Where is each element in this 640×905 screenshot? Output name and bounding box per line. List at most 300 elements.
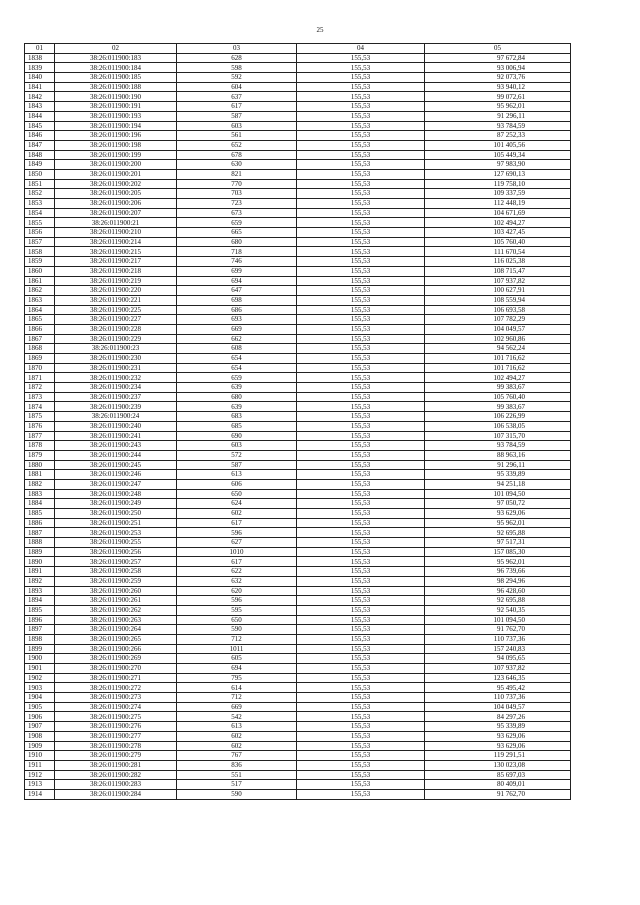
cadastral-number-cell: 38:26:011900:258 (55, 567, 177, 577)
table-row (25, 693, 571, 703)
cadastral-value-cell: 93 784,59 (425, 121, 571, 131)
row-number-cell: 1848 (25, 150, 55, 160)
column-header-05: 05 (425, 44, 571, 54)
area-cell: 617 (177, 518, 297, 528)
cadastral-value-cell: 109 337,59 (425, 189, 571, 199)
unit-rate-cell: 155,53 (297, 586, 425, 596)
area-cell: 1010 (177, 547, 297, 557)
table-row (25, 625, 571, 635)
cadastral-number-cell: 38:26:011900:272 (55, 683, 177, 693)
row-number-cell: 1893 (25, 586, 55, 596)
cadastral-number-cell: 38:26:011900:247 (55, 479, 177, 489)
cadastral-number-cell: 38:26:011900:256 (55, 547, 177, 557)
table-row (25, 208, 571, 218)
unit-rate-cell: 155,53 (297, 266, 425, 276)
cadastral-value-cell: 111 670,54 (425, 247, 571, 257)
row-number-cell: 1839 (25, 63, 55, 73)
cadastral-value-cell: 99 383,67 (425, 383, 571, 393)
cadastral-value-cell: 99 383,67 (425, 402, 571, 412)
area-cell: 590 (177, 789, 297, 799)
area-cell: 680 (177, 237, 297, 247)
cadastral-value-cell: 157 240,83 (425, 644, 571, 654)
unit-rate-cell: 155,53 (297, 324, 425, 334)
table-row (25, 237, 571, 247)
row-number-cell: 1859 (25, 257, 55, 267)
row-number-cell: 1868 (25, 344, 55, 354)
table-row (25, 489, 571, 499)
cadastral-number-cell: 38:26:011900:220 (55, 286, 177, 296)
unit-rate-cell: 155,53 (297, 150, 425, 160)
unit-rate-cell: 155,53 (297, 470, 425, 480)
table-row (25, 344, 571, 354)
table-row (25, 664, 571, 674)
row-number-cell: 1909 (25, 741, 55, 751)
row-number-cell: 1857 (25, 237, 55, 247)
cadastral-number-cell: 38:26:011900:229 (55, 334, 177, 344)
table-row (25, 751, 571, 761)
unit-rate-cell: 155,53 (297, 363, 425, 373)
cadastral-value-cell: 116 025,38 (425, 257, 571, 267)
cadastral-number-cell: 38:26:011900:265 (55, 634, 177, 644)
cadastral-number-cell: 38:26:011900:274 (55, 702, 177, 712)
area-cell: 678 (177, 150, 297, 160)
row-number-cell: 1894 (25, 596, 55, 606)
area-cell: 685 (177, 421, 297, 431)
row-number-cell: 1890 (25, 557, 55, 567)
cadastral-number-cell: 38:26:011900:217 (55, 257, 177, 267)
cadastral-value-cell: 95 339,89 (425, 722, 571, 732)
area-cell: 694 (177, 276, 297, 286)
row-number-cell: 1908 (25, 731, 55, 741)
cadastral-number-cell: 38:26:011900:202 (55, 179, 177, 189)
cadastral-number-cell: 38:26:011900:245 (55, 460, 177, 470)
area-cell: 602 (177, 741, 297, 751)
cadastral-value-cell: 93 006,94 (425, 63, 571, 73)
cadastral-value-cell: 96 428,60 (425, 586, 571, 596)
unit-rate-cell: 155,53 (297, 499, 425, 509)
cadastral-number-cell: 38:26:011900:261 (55, 596, 177, 606)
cadastral-value-cell: 107 937,82 (425, 276, 571, 286)
cadastral-value-cell: 127 690,13 (425, 169, 571, 179)
cadastral-value-cell: 100 627,91 (425, 286, 571, 296)
area-cell: 683 (177, 412, 297, 422)
cadastral-number-cell: 38:26:011900:198 (55, 140, 177, 150)
row-number-cell: 1899 (25, 644, 55, 654)
cadastral-value-cell: 95 962,01 (425, 518, 571, 528)
cadastral-number-cell: 38:26:011900:264 (55, 625, 177, 635)
area-cell: 602 (177, 509, 297, 519)
cadastral-number-cell: 38:26:011900:199 (55, 150, 177, 160)
table-row (25, 431, 571, 441)
row-number-cell: 1871 (25, 373, 55, 383)
cadastral-value-cell: 95 339,89 (425, 470, 571, 480)
area-cell: 770 (177, 179, 297, 189)
cadastral-value-cell: 101 094,50 (425, 489, 571, 499)
table-row (25, 102, 571, 112)
cadastral-number-cell: 38:26:011900:270 (55, 664, 177, 674)
table-row (25, 402, 571, 412)
row-number-cell: 1897 (25, 625, 55, 635)
table-row (25, 383, 571, 393)
area-cell: 517 (177, 780, 297, 790)
table-row (25, 73, 571, 83)
cadastral-value-cell: 92 695,88 (425, 528, 571, 538)
table-row (25, 179, 571, 189)
table-row (25, 334, 571, 344)
cadastral-value-cell: 97 050,72 (425, 499, 571, 509)
table-row (25, 596, 571, 606)
cadastral-value-cell: 101 716,62 (425, 363, 571, 373)
cadastral-value-cell: 93 940,12 (425, 82, 571, 92)
unit-rate-cell: 155,53 (297, 121, 425, 131)
row-number-cell: 1862 (25, 286, 55, 296)
row-number-cell: 1874 (25, 402, 55, 412)
table-row (25, 160, 571, 170)
area-cell: 628 (177, 53, 297, 63)
cadastral-number-cell: 38:26:011900:207 (55, 208, 177, 218)
table-row (25, 82, 571, 92)
cadastral-value-cell: 102 494,27 (425, 373, 571, 383)
cadastral-value-cell: 93 629,06 (425, 509, 571, 519)
row-number-cell: 1861 (25, 276, 55, 286)
unit-rate-cell: 155,53 (297, 140, 425, 150)
cadastral-number-cell: 38:26:011900:260 (55, 586, 177, 596)
table-row (25, 441, 571, 451)
unit-rate-cell: 155,53 (297, 257, 425, 267)
row-number-cell: 1895 (25, 605, 55, 615)
table-row (25, 131, 571, 141)
row-number-cell: 1866 (25, 324, 55, 334)
area-cell: 669 (177, 702, 297, 712)
row-number-cell: 1841 (25, 82, 55, 92)
table-row (25, 315, 571, 325)
table-header-row (25, 44, 571, 54)
area-cell: 686 (177, 305, 297, 315)
cadastral-value-cell: 95 962,01 (425, 102, 571, 112)
row-number-cell: 1840 (25, 73, 55, 83)
row-number-cell: 1873 (25, 392, 55, 402)
area-cell: 698 (177, 295, 297, 305)
cadastral-value-cell: 99 072,61 (425, 92, 571, 102)
cadastral-value-cell: 87 252,33 (425, 131, 571, 141)
cadastral-value-cell: 104 671,69 (425, 208, 571, 218)
cadastral-value-cell: 106 538,05 (425, 421, 571, 431)
unit-rate-cell: 155,53 (297, 247, 425, 257)
cadastral-value-cell: 110 737,36 (425, 693, 571, 703)
cadastral-number-cell: 38:26:011900:184 (55, 63, 177, 73)
cadastral-number-cell: 38:26:011900:210 (55, 228, 177, 238)
cadastral-number-cell: 38:26:011900:193 (55, 111, 177, 121)
unit-rate-cell: 155,53 (297, 208, 425, 218)
table-row (25, 189, 571, 199)
cadastral-number-cell: 38:26:011900:259 (55, 576, 177, 586)
unit-rate-cell: 155,53 (297, 53, 425, 63)
table-row (25, 673, 571, 683)
area-cell: 632 (177, 576, 297, 586)
unit-rate-cell: 155,53 (297, 315, 425, 325)
row-number-cell: 1905 (25, 702, 55, 712)
table-row (25, 499, 571, 509)
cadastral-number-cell: 38:26:011900:251 (55, 518, 177, 528)
area-cell: 723 (177, 199, 297, 209)
area-cell: 617 (177, 557, 297, 567)
unit-rate-cell: 155,53 (297, 722, 425, 732)
cadastral-number-cell: 38:26:011900:266 (55, 644, 177, 654)
table-row (25, 780, 571, 790)
unit-rate-cell: 155,53 (297, 702, 425, 712)
table-row (25, 53, 571, 63)
unit-rate-cell: 155,53 (297, 576, 425, 586)
row-number-cell: 1887 (25, 528, 55, 538)
table-row (25, 63, 571, 73)
cadastral-value-table (24, 43, 571, 800)
row-number-cell: 1904 (25, 693, 55, 703)
column-header-02: 02 (55, 44, 177, 54)
row-number-cell: 1870 (25, 363, 55, 373)
unit-rate-cell: 155,53 (297, 605, 425, 615)
cadastral-number-cell: 38:26:011900:201 (55, 169, 177, 179)
unit-rate-cell: 155,53 (297, 693, 425, 703)
table-row (25, 615, 571, 625)
table-body (25, 53, 571, 799)
cadastral-value-cell: 97 983,90 (425, 160, 571, 170)
unit-rate-cell: 155,53 (297, 528, 425, 538)
unit-rate-cell: 155,53 (297, 673, 425, 683)
row-number-cell: 1846 (25, 131, 55, 141)
unit-rate-cell: 155,53 (297, 199, 425, 209)
area-cell: 596 (177, 596, 297, 606)
area-cell: 590 (177, 625, 297, 635)
unit-rate-cell: 155,53 (297, 169, 425, 179)
unit-rate-cell: 155,53 (297, 460, 425, 470)
cadastral-value-cell: 93 629,06 (425, 741, 571, 751)
row-number-cell: 1882 (25, 479, 55, 489)
row-number-cell: 1858 (25, 247, 55, 257)
cadastral-number-cell: 38:26:011900:273 (55, 693, 177, 703)
cadastral-number-cell: 38:26:011900:237 (55, 392, 177, 402)
unit-rate-cell: 155,53 (297, 479, 425, 489)
cadastral-number-cell: 38:26:011900:277 (55, 731, 177, 741)
row-number-cell: 1907 (25, 722, 55, 732)
column-header-03: 03 (177, 44, 297, 54)
table-row (25, 654, 571, 664)
unit-rate-cell: 155,53 (297, 189, 425, 199)
unit-rate-cell: 155,53 (297, 450, 425, 460)
unit-rate-cell: 155,53 (297, 615, 425, 625)
area-cell: 587 (177, 460, 297, 470)
table-row (25, 150, 571, 160)
unit-rate-cell: 155,53 (297, 760, 425, 770)
table-row (25, 644, 571, 654)
area-cell: 654 (177, 354, 297, 364)
table-row (25, 528, 571, 538)
unit-rate-cell: 155,53 (297, 518, 425, 528)
area-cell: 572 (177, 450, 297, 460)
table-row (25, 421, 571, 431)
cadastral-number-cell: 38:26:011900:243 (55, 441, 177, 451)
row-number-cell: 1912 (25, 770, 55, 780)
area-cell: 795 (177, 673, 297, 683)
cadastral-value-cell: 84 297,26 (425, 712, 571, 722)
row-number-cell: 1898 (25, 634, 55, 644)
cadastral-value-cell: 91 762,70 (425, 625, 571, 635)
table-row (25, 741, 571, 751)
cadastral-value-cell: 107 937,82 (425, 664, 571, 674)
cadastral-value-cell: 102 494,27 (425, 218, 571, 228)
unit-rate-cell: 155,53 (297, 111, 425, 121)
unit-rate-cell: 155,53 (297, 82, 425, 92)
row-number-cell: 1880 (25, 460, 55, 470)
area-cell: 587 (177, 111, 297, 121)
row-number-cell: 1856 (25, 228, 55, 238)
cadastral-value-cell: 93 629,06 (425, 731, 571, 741)
cadastral-value-cell: 107 315,70 (425, 431, 571, 441)
table-row (25, 363, 571, 373)
row-number-cell: 1896 (25, 615, 55, 625)
row-number-cell: 1900 (25, 654, 55, 664)
cadastral-number-cell: 38:26:011900:183 (55, 53, 177, 63)
cadastral-value-cell: 94 562,24 (425, 344, 571, 354)
table-row (25, 547, 571, 557)
cadastral-value-cell: 108 559,94 (425, 295, 571, 305)
unit-rate-cell: 155,53 (297, 509, 425, 519)
unit-rate-cell: 155,53 (297, 218, 425, 228)
unit-rate-cell: 155,53 (297, 334, 425, 344)
area-cell: 606 (177, 479, 297, 489)
cadastral-number-cell: 38:26:011900:196 (55, 131, 177, 141)
unit-rate-cell: 155,53 (297, 421, 425, 431)
cadastral-value-cell: 105 760,40 (425, 392, 571, 402)
table-row (25, 412, 571, 422)
cadastral-number-cell: 38:26:011900:206 (55, 199, 177, 209)
area-cell: 767 (177, 751, 297, 761)
row-number-cell: 1838 (25, 53, 55, 63)
cadastral-number-cell: 38:26:011900:214 (55, 237, 177, 247)
unit-rate-cell: 155,53 (297, 489, 425, 499)
cadastral-value-cell: 157 085,30 (425, 547, 571, 557)
unit-rate-cell: 155,53 (297, 731, 425, 741)
cadastral-number-cell: 38:26:011900:221 (55, 295, 177, 305)
unit-rate-cell: 155,53 (297, 73, 425, 83)
cadastral-number-cell: 38:26:011900:191 (55, 102, 177, 112)
area-cell: 669 (177, 324, 297, 334)
unit-rate-cell: 155,53 (297, 538, 425, 548)
row-number-cell: 1851 (25, 179, 55, 189)
row-number-cell: 1869 (25, 354, 55, 364)
area-cell: 654 (177, 363, 297, 373)
unit-rate-cell: 155,53 (297, 741, 425, 751)
table-row (25, 760, 571, 770)
cadastral-value-cell: 92 695,88 (425, 596, 571, 606)
cadastral-value-cell: 105 449,34 (425, 150, 571, 160)
page-number: 25 (316, 26, 324, 34)
table-row (25, 557, 571, 567)
table-row (25, 789, 571, 799)
table-row (25, 305, 571, 315)
unit-rate-cell: 155,53 (297, 392, 425, 402)
cadastral-value-cell: 91 762,70 (425, 789, 571, 799)
cadastral-number-cell: 38:26:011900:23 (55, 344, 177, 354)
cadastral-value-cell: 104 049,57 (425, 324, 571, 334)
cadastral-value-cell: 95 495,42 (425, 683, 571, 693)
cadastral-value-cell: 91 296,11 (425, 460, 571, 470)
cadastral-value-cell: 110 737,36 (425, 634, 571, 644)
unit-rate-cell: 155,53 (297, 402, 425, 412)
cadastral-value-cell: 101 405,56 (425, 140, 571, 150)
cadastral-number-cell: 38:26:011900:275 (55, 712, 177, 722)
row-number-cell: 1906 (25, 712, 55, 722)
row-number-cell: 1845 (25, 121, 55, 131)
cadastral-value-cell: 88 963,16 (425, 450, 571, 460)
cadastral-value-cell: 97 517,31 (425, 538, 571, 548)
table-row (25, 247, 571, 257)
cadastral-value-cell: 91 296,11 (425, 111, 571, 121)
cadastral-number-cell: 38:26:011900:218 (55, 266, 177, 276)
area-cell: 652 (177, 140, 297, 150)
area-cell: 650 (177, 615, 297, 625)
row-number-cell: 1864 (25, 305, 55, 315)
area-cell: 627 (177, 538, 297, 548)
row-number-cell: 1911 (25, 760, 55, 770)
cadastral-number-cell: 38:26:011900:262 (55, 605, 177, 615)
area-cell: 673 (177, 208, 297, 218)
table-row (25, 479, 571, 489)
table-row (25, 731, 571, 741)
unit-rate-cell: 155,53 (297, 237, 425, 247)
area-cell: 602 (177, 731, 297, 741)
unit-rate-cell: 155,53 (297, 634, 425, 644)
area-cell: 617 (177, 102, 297, 112)
cadastral-number-cell: 38:26:011900:246 (55, 470, 177, 480)
cadastral-number-cell: 38:26:011900:185 (55, 73, 177, 83)
row-number-cell: 1842 (25, 92, 55, 102)
area-cell: 620 (177, 586, 297, 596)
table-row (25, 324, 571, 334)
unit-rate-cell: 155,53 (297, 547, 425, 557)
unit-rate-cell: 155,53 (297, 131, 425, 141)
row-number-cell: 1891 (25, 567, 55, 577)
area-cell: 639 (177, 383, 297, 393)
row-number-cell: 1876 (25, 421, 55, 431)
cadastral-value-cell: 94 095,65 (425, 654, 571, 664)
unit-rate-cell: 155,53 (297, 383, 425, 393)
row-number-cell: 1914 (25, 789, 55, 799)
cadastral-number-cell: 38:26:011900:253 (55, 528, 177, 538)
cadastral-number-cell: 38:26:011900:255 (55, 538, 177, 548)
table-row (25, 286, 571, 296)
cadastral-number-cell: 38:26:011900:241 (55, 431, 177, 441)
unit-rate-cell: 155,53 (297, 654, 425, 664)
cadastral-number-cell: 38:26:011900:231 (55, 363, 177, 373)
row-number-cell: 1872 (25, 383, 55, 393)
unit-rate-cell: 155,53 (297, 412, 425, 422)
area-cell: 603 (177, 121, 297, 131)
table-row (25, 257, 571, 267)
cadastral-value-cell: 101 094,50 (425, 615, 571, 625)
cadastral-value-cell: 94 251,18 (425, 479, 571, 489)
cadastral-value-cell: 108 715,47 (425, 266, 571, 276)
table-row (25, 111, 571, 121)
unit-rate-cell: 155,53 (297, 354, 425, 364)
area-cell: 694 (177, 664, 297, 674)
unit-rate-cell: 155,53 (297, 751, 425, 761)
cadastral-value-cell: 107 782,29 (425, 315, 571, 325)
table-row (25, 634, 571, 644)
cadastral-value-cell: 98 294,96 (425, 576, 571, 586)
unit-rate-cell: 155,53 (297, 683, 425, 693)
area-cell: 821 (177, 169, 297, 179)
cadastral-number-cell: 38:26:011900:283 (55, 780, 177, 790)
